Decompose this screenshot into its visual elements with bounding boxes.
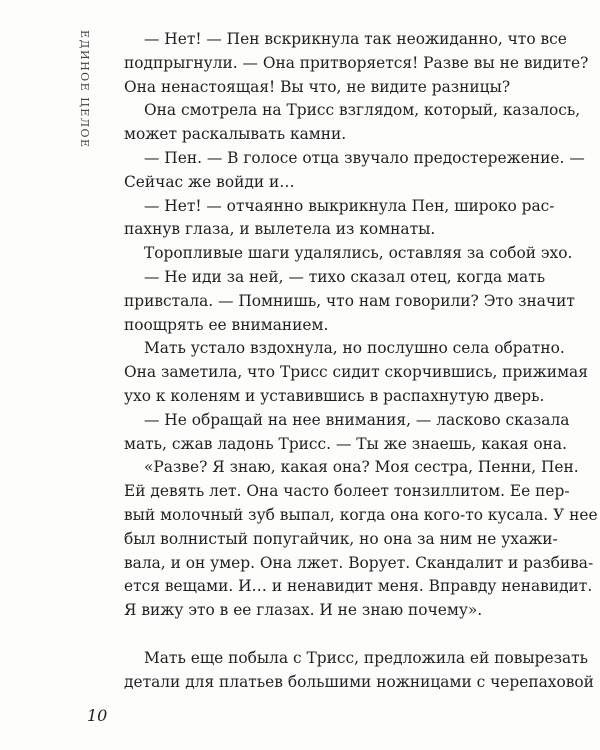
text-line: подпрыгнули. — Она притворяется! Разве вы не видите? bbox=[124, 53, 589, 72]
text-line: Ей девять лет. Она часто болеет тонзиллитом. Ее пер- bbox=[124, 482, 570, 501]
text-line: Я вижу это в ее глазах. И не знаю почему». bbox=[124, 601, 483, 620]
section-break bbox=[124, 623, 524, 647]
text-line: Торопливые шаги удалялись, оставляя за собой эхо. bbox=[144, 244, 573, 263]
text-line: пахнув глаза, и вылетела из комнаты. bbox=[124, 220, 436, 239]
text-line: может раскалывать камни. bbox=[124, 125, 347, 144]
text-line: Она ненастоящая! Вы что, не видите разницы? bbox=[124, 77, 511, 96]
text-line: Она смотрела на Трисс взглядом, который, казалось, bbox=[144, 101, 581, 120]
text-line: Сейчас же войди и… bbox=[124, 172, 295, 191]
text-line: ухо к коленям и уставившись в распахнутую дверь. bbox=[124, 386, 545, 405]
text-line: ется вещами. И… и ненавидит меня. Вправду ненавидит. bbox=[124, 577, 593, 596]
text-line: вый молочный зуб выпал, когда она кого-то кусала. У нее bbox=[124, 505, 598, 524]
text-line: привстала. — Помнишь, что нам говорили? Это значит bbox=[124, 291, 575, 310]
body-text bbox=[124, 28, 598, 695]
text-line: — Не обращай на нее внимания, — ласково сказала bbox=[144, 410, 570, 429]
text-line: был волнистый попугайчик, но она за ним не ухажи- bbox=[124, 529, 558, 548]
page-number: 10 bbox=[87, 706, 108, 725]
text-line: Она заметила, что Трисс сидит скорчившись, прижимая bbox=[124, 363, 588, 382]
text-line: детали для платьев большими ножницами с черепаховой bbox=[124, 672, 594, 691]
running-head: ЕДИНОЕ ЦЕЛОЕ bbox=[78, 30, 91, 149]
text-line: — Пен. — В голосе отца звучало предостережение. — bbox=[144, 148, 585, 167]
text-line: — Не иди за ней, — тихо сказал отец, когда мать bbox=[144, 267, 546, 286]
text-line: мать, сжав ладонь Трисс. — Ты же знаешь, какая она. bbox=[124, 434, 567, 453]
text-line: вала, и он умер. Она лжет. Ворует. Скандалит и разбива- bbox=[124, 553, 594, 572]
text-line: — Нет! — отчаянно выкрикнула Пен, широко рас- bbox=[144, 196, 555, 215]
text-line: поощрять ее вниманием. bbox=[124, 315, 329, 334]
text-line: «Разве? Я знаю, какая она? Моя сестра, Пенни, Пен. bbox=[144, 458, 579, 477]
text-line: — Нет! — Пен вскрикнула так неожиданно, что все bbox=[144, 30, 567, 48]
text-line: Мать еще побыла с Трисс, предложила ей повырезать bbox=[144, 648, 589, 667]
text-line: Мать устало вздохнула, но послушно села обратно. bbox=[144, 339, 565, 358]
